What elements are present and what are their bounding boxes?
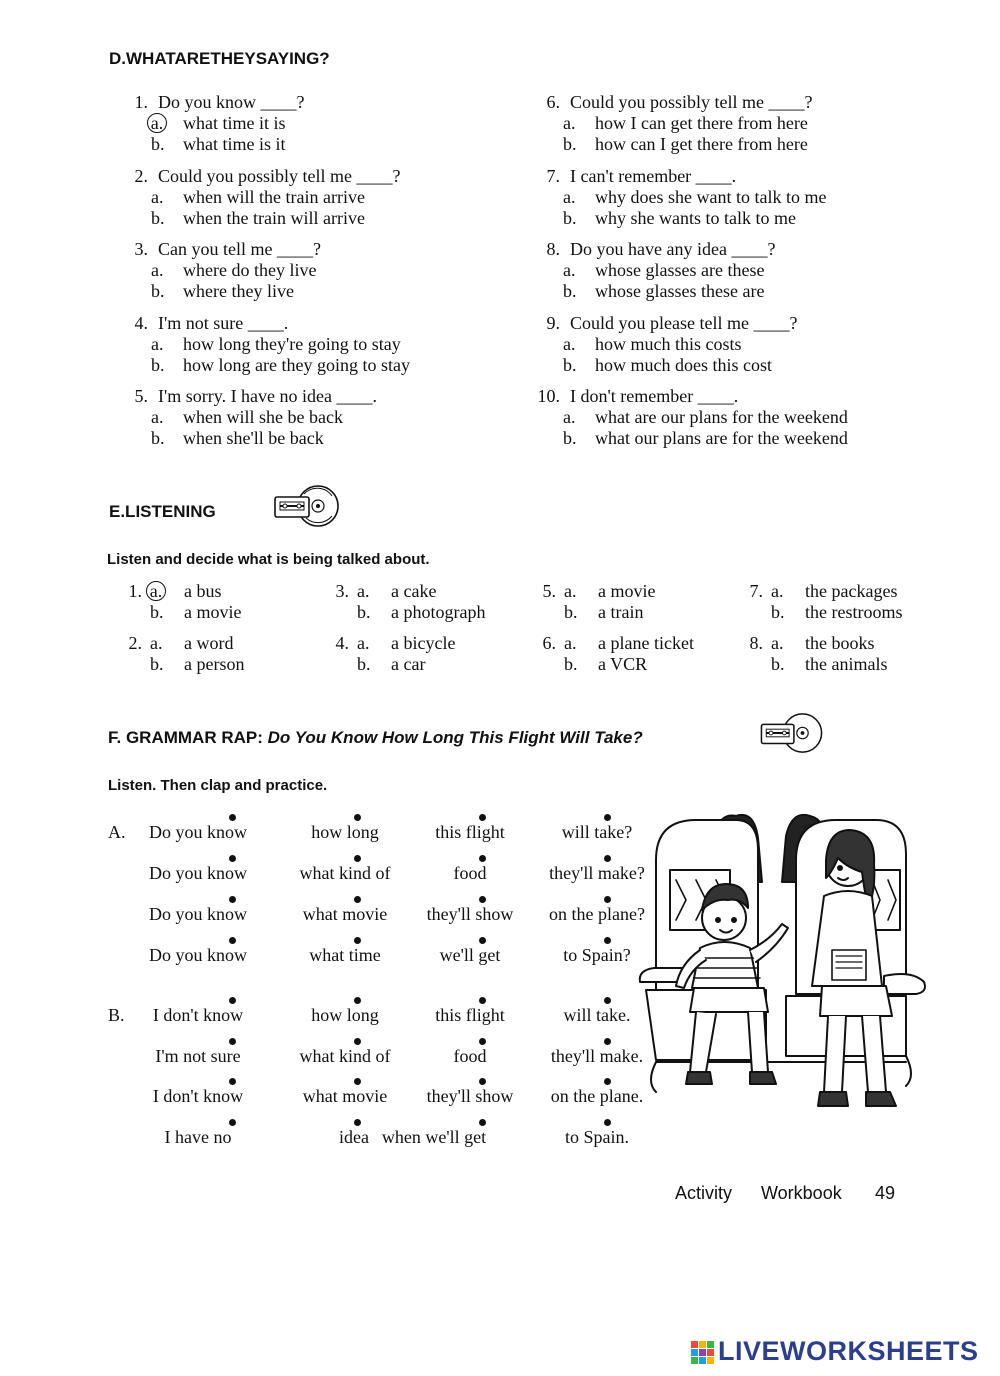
beat-dot (479, 1038, 486, 1045)
listening-text: a photograph (391, 602, 486, 622)
option-letter-a (151, 334, 177, 355)
option-text: how long they're going to stay (183, 334, 401, 354)
rap-phrase: they'll show (426, 1086, 514, 1106)
question-number: 3. (134, 239, 148, 259)
listening-text: the restrooms (805, 602, 903, 622)
listening-text: the packages (805, 581, 898, 601)
option-text: whose glasses are these (595, 260, 765, 280)
section-f-instruction: Listen. Then clap and practice. (108, 777, 328, 794)
question-stem: I can't remember ____. (570, 166, 737, 186)
option-letter-text: a. (563, 407, 576, 427)
question-number: 2. (134, 166, 148, 186)
option-a (151, 260, 321, 281)
option-a (563, 334, 797, 355)
listening-option-a (771, 581, 902, 602)
option-b (151, 355, 410, 376)
rap-phrase: Do you know (149, 945, 247, 965)
beat-dot (229, 937, 236, 944)
page-number: 49 (875, 1183, 896, 1203)
beat-dot (604, 937, 611, 944)
option-text: why she wants to talk to me (595, 208, 796, 228)
question-number: 8. (546, 239, 560, 259)
listening-option-a (564, 633, 694, 654)
option-letter-b (563, 428, 589, 449)
option-text: when will the train arrive (183, 187, 365, 207)
beat-dot (479, 937, 486, 944)
beat-dot (354, 896, 361, 903)
listening-option-b (357, 654, 455, 675)
question-3 (134, 239, 321, 302)
rap-phrase: Do you know (149, 863, 247, 883)
option-b (151, 281, 321, 302)
beat-dot (479, 997, 486, 1004)
option-letter-b (563, 281, 589, 302)
beat-dot (354, 937, 361, 944)
beat-dot (229, 855, 236, 862)
option-b (151, 428, 377, 449)
option-text: how I can get there from here (595, 113, 808, 133)
option-letter-a (563, 187, 589, 208)
option-a (563, 407, 848, 428)
beat-dot (229, 814, 236, 821)
beat-dot (354, 997, 361, 1004)
rap-phrase: they'll make. (550, 1046, 644, 1066)
beat-dot (229, 1038, 236, 1045)
option-b (563, 428, 848, 449)
beat-dot (479, 896, 486, 903)
option-letter-b (563, 134, 589, 155)
section-e-instruction: Listen and decide what is being talked about. (107, 551, 430, 568)
option-letter-text: a. (151, 334, 164, 354)
listening-option-b (150, 654, 244, 675)
option-letter-a (563, 334, 589, 355)
rap-phrase: what kind of (299, 1046, 391, 1066)
listening-text: a person (184, 654, 245, 674)
listening-option-b (150, 602, 241, 623)
option-a (563, 260, 775, 281)
option-text: where do they live (183, 260, 317, 280)
rap-line-8 (0, 1127, 1000, 1151)
option-letter-a (563, 113, 589, 134)
question-number: 7. (546, 166, 560, 186)
listening-text: a VCR (598, 654, 648, 674)
option-letter-b (151, 428, 177, 449)
listening-option-a (150, 633, 244, 654)
liveworksheets-logo-icon (691, 1341, 715, 1365)
option-text: how much this costs (595, 334, 742, 354)
option-letter-text: a. (151, 187, 164, 207)
listening-letter: b. (150, 602, 164, 622)
listening-number: 7. (749, 581, 763, 601)
option-letter-text: a. (151, 407, 164, 427)
beat-dot (354, 1119, 361, 1126)
listening-option-b (564, 654, 694, 675)
listening-item-8 (749, 633, 888, 675)
option-letter-text: b. (563, 134, 577, 154)
beat-dot (354, 1038, 361, 1045)
question-number: 1. (134, 92, 148, 112)
option-text: how long are they going to stay (183, 355, 410, 375)
rap-phrase: they'll make? (549, 863, 645, 883)
listening-item-3 (335, 581, 486, 623)
listening-option-b (357, 602, 485, 623)
option-text: what time is it (183, 134, 286, 154)
rap-phrase: how long (311, 1005, 379, 1025)
option-letter-b (151, 355, 177, 376)
listening-option-b (564, 602, 655, 623)
listening-text: a plane ticket (598, 633, 694, 653)
option-text: when the train will arrive (183, 208, 365, 228)
option-letter-b (563, 208, 589, 229)
option-letter-a (151, 407, 177, 428)
beat-dot (229, 1119, 236, 1126)
airplane-passengers-illustration (636, 800, 930, 1120)
listening-option-b (771, 654, 887, 675)
circled-answer: a. (147, 113, 167, 133)
beat-dot (604, 814, 611, 821)
rap-phrase: will take. (563, 1005, 631, 1025)
rap-phrase: they'll show (426, 904, 514, 924)
option-b (563, 134, 813, 155)
question-stem: Do you have any idea ____? (570, 239, 776, 259)
listening-letter: a. (564, 633, 577, 653)
beat-dot (479, 855, 486, 862)
listening-text: a movie (598, 581, 656, 601)
question-stem: Could you possibly tell me ____? (158, 166, 401, 186)
listening-text: a word (184, 633, 234, 653)
question-7 (546, 166, 827, 229)
listening-item-7 (749, 581, 903, 623)
option-b (563, 355, 797, 376)
option-b (563, 281, 775, 302)
rap-part-b-label: B. (108, 1005, 125, 1025)
section-e-title: E.LISTENING (109, 502, 216, 521)
option-letter-text: a. (151, 260, 164, 280)
rap-phrase: to Spain? (563, 945, 631, 965)
rap-phrase: what movie (302, 1086, 388, 1106)
beat-dot (229, 997, 236, 1004)
listening-letter: a. (357, 581, 370, 601)
option-letter-a (563, 260, 589, 281)
rap-phrase: what kind of (299, 863, 391, 883)
rap-phrase: I don't know (152, 1086, 244, 1106)
listening-letter: b. (564, 602, 578, 622)
question-number: 4. (134, 313, 148, 333)
beat-dot (604, 1119, 611, 1126)
option-a (151, 334, 410, 355)
question-stem: I don't remember ____. (570, 386, 739, 406)
option-letter-b (151, 134, 177, 155)
listening-option-a (357, 581, 485, 602)
option-text: what time it is (183, 113, 286, 133)
question-stem: Do you know ____? (158, 92, 305, 112)
listening-item-4 (335, 633, 456, 675)
rap-phrase: this flight (435, 822, 505, 842)
rap-phrase: will take? (561, 822, 633, 842)
option-letter-text: b. (563, 428, 577, 448)
listening-letter: a. (771, 633, 784, 653)
option-letter-a (151, 187, 177, 208)
option-letter-text: a. (563, 113, 576, 133)
question-5 (134, 386, 378, 449)
option-letter-a (151, 260, 177, 281)
option-text: how much does this cost (595, 355, 772, 375)
option-b (151, 134, 305, 155)
question-6 (546, 92, 813, 155)
beat-dot (604, 997, 611, 1004)
option-text: why does she want to talk to me (595, 187, 827, 207)
beat-dot (354, 855, 361, 862)
option-letter-a (563, 407, 589, 428)
listening-item-6 (542, 633, 694, 675)
listening-number: 6. (542, 633, 556, 653)
rap-phrase: when we'll get (381, 1127, 487, 1147)
listening-letter: b. (564, 654, 578, 674)
option-text: where they live (183, 281, 294, 301)
listening-option-b (771, 602, 902, 623)
beat-dot (229, 1078, 236, 1085)
rap-phrase: what movie (302, 904, 388, 924)
listening-text: a bus (184, 581, 222, 601)
listening-option-a (357, 633, 455, 654)
question-stem: Could you please tell me ____? (570, 313, 798, 333)
option-letter-text: b. (563, 281, 577, 301)
option-letter-text: b. (151, 208, 165, 228)
listening-letter: a. (564, 581, 577, 601)
option-letter-text: b. (151, 428, 165, 448)
option-letter-a (151, 113, 177, 134)
section-f-title-prefix: F. GRAMMAR RAP: (108, 728, 263, 747)
listening-number: 2. (128, 633, 142, 653)
beat-dot (604, 1038, 611, 1045)
option-letter-b (151, 281, 177, 302)
listening-letter: a. (150, 633, 163, 653)
rap-phrase: idea (339, 1127, 369, 1147)
listening-letter: b. (771, 654, 785, 674)
option-letter-text: b. (563, 208, 577, 228)
section-f-title (108, 728, 643, 748)
listening-letter: a. (771, 581, 784, 601)
listening-item-2 (128, 633, 245, 675)
rap-phrase: I have no (164, 1127, 232, 1147)
question-number: 5. (134, 386, 148, 406)
rap-phrase: what time (309, 945, 381, 965)
option-a (563, 113, 813, 134)
listening-number: 4. (335, 633, 349, 653)
rap-phrase: this flight (435, 1005, 505, 1025)
option-text: whose glasses these are (595, 281, 765, 301)
rap-phrase: Do you know (149, 822, 247, 842)
rap-phrase: food (453, 1046, 487, 1066)
question-8 (546, 239, 776, 302)
option-a (150, 113, 305, 134)
question-number: 6. (546, 92, 560, 112)
footer-workbook: Workbook (761, 1183, 842, 1203)
option-letter-text: b. (563, 355, 577, 375)
listening-option-a (564, 581, 655, 602)
question-number: 10. (537, 386, 560, 406)
question-1 (134, 92, 305, 155)
option-text: when she'll be back (183, 428, 324, 448)
option-text: what our plans are for the weekend (595, 428, 848, 448)
listening-option-a (150, 581, 241, 602)
option-letter-text: b. (151, 355, 165, 375)
listening-text: a train (598, 602, 644, 622)
listening-letter: b. (771, 602, 785, 622)
option-letter-text: b. (151, 134, 165, 154)
listening-text: the books (805, 633, 875, 653)
listening-text: a bicycle (391, 633, 456, 653)
listening-text: a movie (184, 602, 242, 622)
rap-phrase: on the plane? (549, 904, 645, 924)
section-d-title: D.WHATARETHEYSAYING? (109, 49, 330, 68)
rap-phrase: Do you know (149, 904, 247, 924)
listening-text: a cake (391, 581, 437, 601)
rap-phrase: how long (311, 822, 379, 842)
listening-item-1 (128, 581, 242, 623)
listening-letter: a. (357, 633, 370, 653)
rap-phrase: we'll get (439, 945, 501, 965)
question-9 (546, 313, 798, 376)
option-letter-text: a. (563, 334, 576, 354)
listening-letter: b. (357, 602, 371, 622)
beat-dot (354, 814, 361, 821)
listening-text: the animals (805, 654, 888, 674)
beat-dot (604, 896, 611, 903)
option-text: what are our plans for the weekend (595, 407, 848, 427)
listening-letter: b. (150, 654, 164, 674)
option-text: how can I get there from here (595, 134, 808, 154)
listening-text: a car (391, 654, 426, 674)
question-stem: Can you tell me ____? (158, 239, 321, 259)
option-b (151, 208, 401, 229)
listening-number: 1. (128, 581, 142, 601)
question-stem: I'm sorry. I have no idea ____. (158, 386, 378, 406)
listening-number: 5. (542, 581, 556, 601)
rap-part-a-label: A. (108, 822, 126, 842)
listening-letter: b. (357, 654, 371, 674)
beat-dot (354, 1078, 361, 1085)
beat-dot (479, 814, 486, 821)
beat-dot (229, 896, 236, 903)
rap-phrase: I'm not sure (155, 1046, 241, 1066)
section-f-title-italic: Do You Know How Long This Flight Will Take? (267, 728, 643, 747)
option-letter-b (151, 208, 177, 229)
listening-number: 3. (335, 581, 349, 601)
option-letter-text: b. (151, 281, 165, 301)
option-a (563, 187, 827, 208)
rap-phrase: food (453, 863, 487, 883)
cd-cassette-icon (272, 484, 342, 528)
question-stem: I'm not sure ____. (158, 313, 289, 333)
option-letter-b (563, 355, 589, 376)
listening-option-a (771, 633, 887, 654)
option-a (151, 187, 401, 208)
beat-dot (604, 1078, 611, 1085)
cd-cassette-icon-2 (758, 712, 826, 754)
option-b (563, 208, 826, 229)
question-stem: Could you possibly tell me ____? (570, 92, 813, 112)
listening-item-5 (542, 581, 656, 623)
beat-dot (479, 1078, 486, 1085)
question-2 (134, 166, 401, 229)
rap-phrase: to Spain. (564, 1127, 630, 1147)
option-a (151, 407, 377, 428)
circled-answer: a. (146, 581, 166, 601)
listening-number: 8. (749, 633, 763, 653)
question-10 (537, 386, 848, 449)
option-letter-text: a. (563, 260, 576, 280)
question-number: 9. (546, 313, 560, 333)
beat-dot (604, 855, 611, 862)
beat-dot (479, 1119, 486, 1126)
liveworksheets-brand: LIVEWORKSHEETS (718, 1336, 979, 1366)
rap-phrase: I don't know (152, 1005, 244, 1025)
footer-activity: Activity (675, 1183, 733, 1203)
question-4 (134, 313, 410, 376)
option-letter-text: a. (563, 187, 576, 207)
option-text: when will she be back (183, 407, 343, 427)
rap-phrase: on the plane. (550, 1086, 644, 1106)
